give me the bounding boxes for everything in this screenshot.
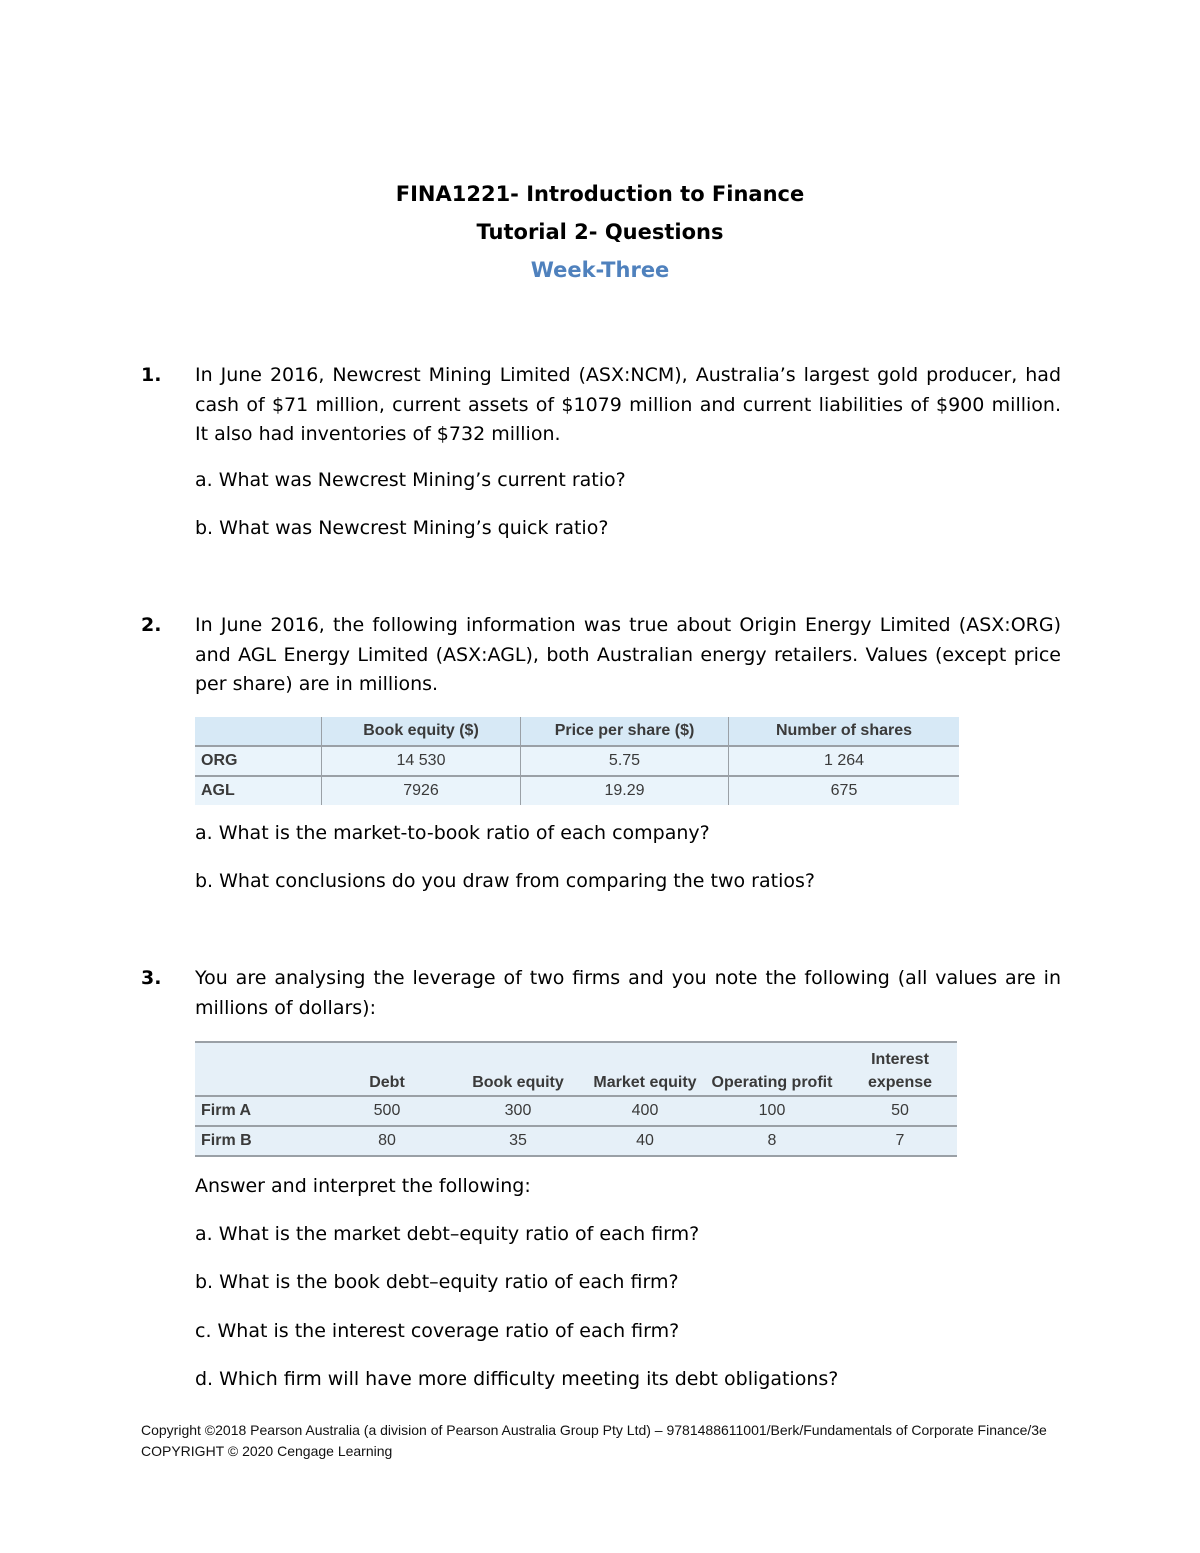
equity-table bbox=[195, 717, 959, 805]
table-cell: 50 bbox=[843, 1096, 957, 1126]
table-header-cell: Book equity bbox=[447, 1042, 589, 1096]
table-cell: 8 bbox=[701, 1126, 843, 1156]
table-header-cell: Debt bbox=[327, 1042, 447, 1096]
answer-intro: Answer and interpret the following: bbox=[195, 1175, 531, 1197]
table-cell: 400 bbox=[589, 1096, 701, 1126]
table-header-cell bbox=[195, 1042, 327, 1096]
question-number: 3. bbox=[141, 967, 162, 989]
table-row bbox=[195, 776, 959, 805]
table-cell: 500 bbox=[327, 1096, 447, 1126]
table-cell: 7926 bbox=[322, 776, 521, 805]
question-2 bbox=[141, 611, 1061, 700]
table-row bbox=[195, 1096, 957, 1126]
question-part: d. Which firm will have more difficulty meeting its debt obligations? bbox=[195, 1368, 839, 1390]
table-cell: 80 bbox=[327, 1126, 447, 1156]
question-text: In June 2016, Newcrest Mining Limited (ASX:NCM), Australia’s largest gold producer, had cash of $71 million, current assets of $1079 million and current liabilities of $900 million. It also had inventories of $732 million. bbox=[195, 364, 1061, 445]
question-part: a. What was Newcrest Mining’s current ratio? bbox=[195, 469, 626, 491]
table-header-cell: Market equity bbox=[589, 1042, 701, 1096]
question-part: a. What is the market debt–equity ratio of each firm? bbox=[195, 1223, 700, 1245]
table-header-cell: Price per share ($) bbox=[521, 717, 729, 746]
table-header-cell: Operating profit bbox=[701, 1042, 843, 1096]
table-cell: Firm A bbox=[195, 1096, 327, 1126]
copyright-line: COPYRIGHT © 2020 Cengage Learning bbox=[141, 1443, 393, 1459]
question-part: b. What conclusions do you draw from comparing the two ratios? bbox=[195, 870, 815, 892]
question-1 bbox=[141, 361, 1061, 450]
question-number: 1. bbox=[141, 364, 162, 386]
question-3 bbox=[141, 964, 1061, 1023]
table-header-row bbox=[195, 717, 959, 746]
table-cell: 100 bbox=[701, 1096, 843, 1126]
question-number: 2. bbox=[141, 614, 162, 636]
tutorial-title: Tutorial 2- Questions bbox=[476, 220, 724, 244]
table-header-cell: Book equity ($) bbox=[322, 717, 521, 746]
table-cell: 7 bbox=[843, 1126, 957, 1156]
table-header-row bbox=[195, 1042, 957, 1096]
leverage-table bbox=[195, 1041, 957, 1157]
copyright-footer bbox=[141, 1420, 1061, 1462]
table-row bbox=[195, 746, 959, 776]
table-header-cell: Number of shares bbox=[729, 717, 960, 746]
question-part: b. What is the book debt–equity ratio of each firm? bbox=[195, 1271, 679, 1293]
table-cell: 19.29 bbox=[521, 776, 729, 805]
copyright-line: Copyright ©2018 Pearson Australia (a division of Pearson Australia Group Pty Ltd) – 9781488611001/Berk/Fundamentals of Corporate Finance/3e bbox=[141, 1422, 1047, 1438]
table-cell: ORG bbox=[195, 746, 322, 776]
table-row bbox=[195, 1126, 957, 1156]
table-cell: Firm B bbox=[195, 1126, 327, 1156]
table-cell: 5.75 bbox=[521, 746, 729, 776]
week-title: Week-Three bbox=[530, 258, 670, 282]
table-cell: 675 bbox=[729, 776, 960, 805]
question-part: a. What is the market-to-book ratio of each company? bbox=[195, 822, 710, 844]
table-cell: 35 bbox=[447, 1126, 589, 1156]
table-cell: 1 264 bbox=[729, 746, 960, 776]
table-cell: 14 530 bbox=[322, 746, 521, 776]
course-title: FINA1221- Introduction to Finance bbox=[395, 182, 805, 206]
question-text: You are analysing the leverage of two firms and you note the following (all values are in millions of dollars): bbox=[195, 967, 1061, 1019]
table-header-cell bbox=[195, 717, 322, 746]
table-cell: AGL bbox=[195, 776, 322, 805]
table-cell: 40 bbox=[589, 1126, 701, 1156]
question-part: c. What is the interest coverage ratio of each firm? bbox=[195, 1320, 680, 1342]
question-part: b. What was Newcrest Mining’s quick ratio? bbox=[195, 517, 609, 539]
table-header-cell: Interest expense bbox=[843, 1042, 957, 1096]
table-cell: 300 bbox=[447, 1096, 589, 1126]
question-text: In June 2016, the following information was true about Origin Energy Limited (ASX:ORG) and AGL Energy Limited (ASX:AGL), both Australian energy retailers. Values (except price per share) are in millions. bbox=[195, 614, 1061, 695]
